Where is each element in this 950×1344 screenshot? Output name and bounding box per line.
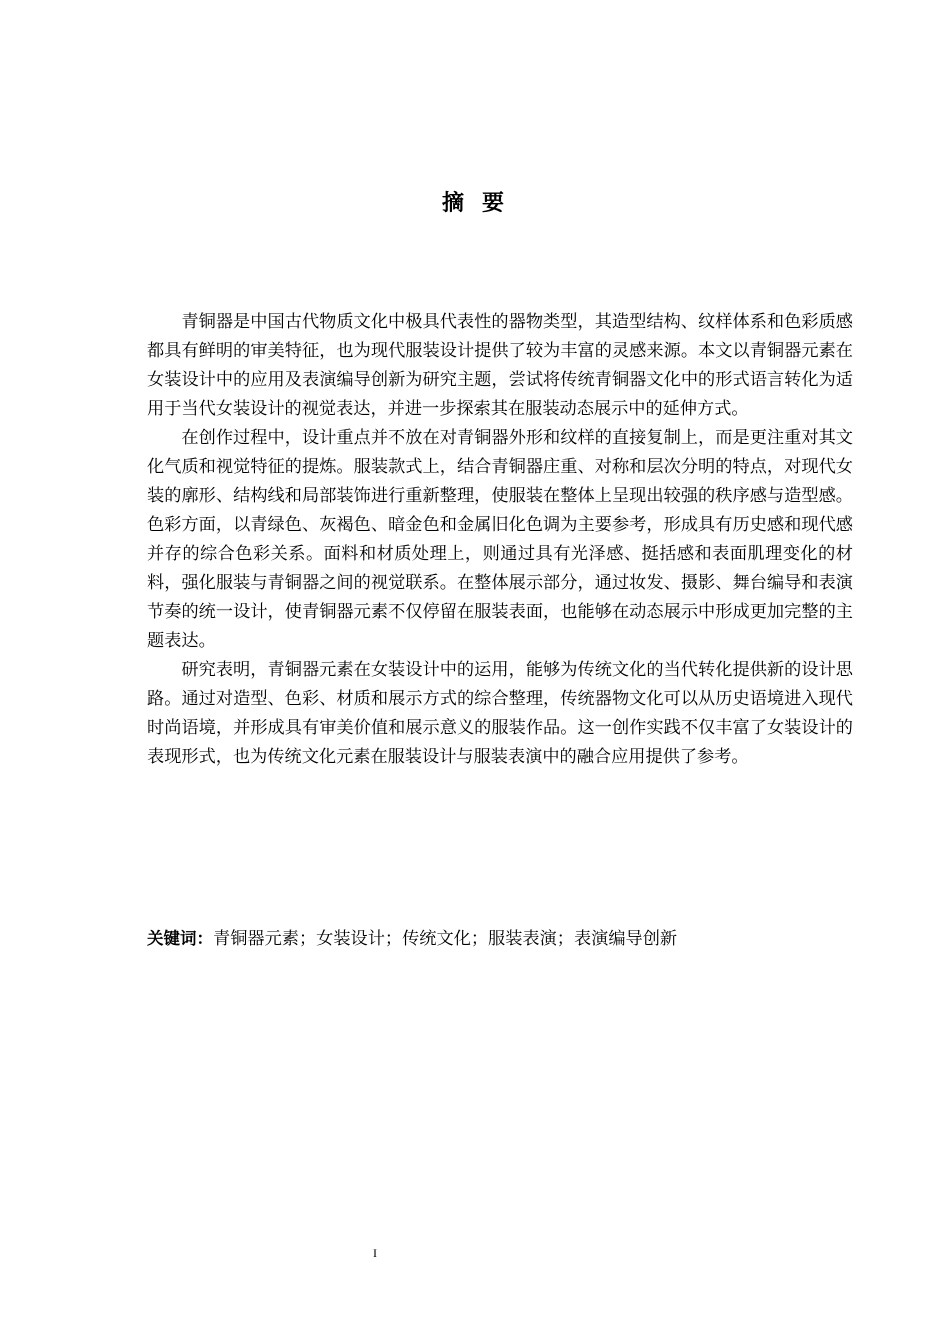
abstract-paragraph-2: 在创作过程中，设计重点并不放在对青铜器外形和纹样的直接复制上，而是更注重对其文化气质和视觉特征的提炼。服装款式上，结合青铜器庄重、对称和层次分明的特点，对现代女装的廓形、结构线和局部装饰进行重新整理，使服装在整体上呈现出较强的秩序感与造型感。色彩方面，以青绿色、灰褐色、暗金色和金属旧化色调为主要参考，形成具有历史感和现代感并存的综合色彩关系。面料和材质处理上，则通过具有光泽感、挺括感和表面肌理变化的材料，强化服装与青铜器之间的视觉联系。在整体展示部分，通过妆发、摄影、舞台编导和表演节奏的统一设计，使青铜器元素不仅停留在服装表面，也能够在动态展示中形成更加完整的主题表达。: [147, 428, 853, 651]
abstract-paragraph-3: 研究表明，青铜器元素在女装设计中的运用，能够为传统文化的当代转化提供新的设计思路。通过对造型、色彩、材质和展示方式的综合整理，传统器物文化可以从历史语境进入现代时尚语境，并形成具有审美价值和展示意义的服装作品。这一创作实践不仅丰富了女装设计的表现形式，也为传统文化元素在服装设计与服装表演中的融合应用提供了参考。: [147, 660, 853, 767]
keywords-text: 青铜器元素；女装设计；传统文化；服装表演；表演编导创新: [213, 929, 678, 949]
page-number: I: [373, 1246, 377, 1260]
keywords-line: [147, 924, 853, 954]
abstract-body: [147, 308, 853, 772]
keywords-label: 关键词：: [147, 929, 213, 948]
page-title: 摘要: [441, 191, 522, 216]
abstract-paragraph-1: 青铜器是中国古代物质文化中极具代表性的器物类型，其造型结构、纹样体系和色彩质感都具有鲜明的审美特征，也为现代服装设计提供了较为丰富的灵感来源。本文以青铜器元素在女装设计中的应用及表演编导创新为研究主题，尝试将传统青铜器文化中的形式语言转化为适用于当代女装设计的视觉表达，并进一步探索其在服装动态展示中的延伸方式。: [147, 312, 853, 419]
